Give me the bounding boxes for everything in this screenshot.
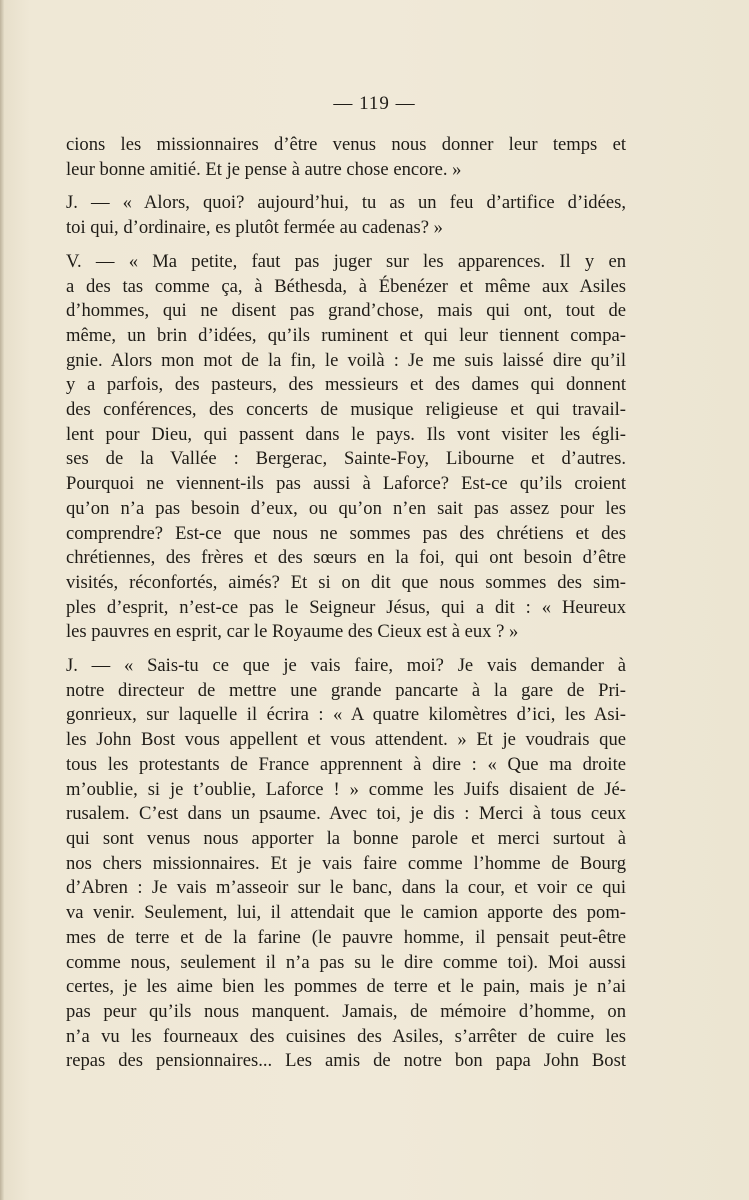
text-line: même, un brin d’idées, qu’ils ruminent et qui leur tiennent compa- bbox=[66, 324, 626, 346]
text-line: d’hommes, qui ne disent pas grand’chose, mais qui ont, tout de bbox=[66, 300, 626, 322]
text-line: rusalem. C’est dans un psaume. Avec toi, je dis : Merci à tous ceux bbox=[66, 803, 626, 825]
text-line: Pourquoi ne viennent-ils pas aussi à Laforce? Est-ce qu’ils croient bbox=[66, 473, 626, 495]
text-line: chrétiennes, des frères et des sœurs en la foi, qui ont besoin d’être bbox=[66, 547, 626, 569]
text-line: a des tas comme ça, à Béthesda, à Ébenézer et même aux Asiles bbox=[66, 275, 626, 297]
text-line: gonrieux, sur laquelle il écrira : « A quatre kilomètres d’ici, les Asi- bbox=[66, 704, 626, 726]
text-line: toi qui, d’ordinaire, es plutôt fermée au cadenas? » bbox=[66, 217, 443, 239]
text-line: les pauvres en esprit, car le Royaume des Cieux est à eux ? » bbox=[66, 621, 519, 643]
text-line: certes, je les aime bien les pommes de terre et le pain, mais je n’ai bbox=[66, 976, 626, 998]
text-line: les John Bost vous appellent et vous attendent. » Et je voudrais que bbox=[66, 729, 626, 751]
paragraph-gap bbox=[66, 645, 626, 654]
text-line: va venir. Seulement, lui, il attendait que le camion apporte des pom- bbox=[66, 902, 626, 924]
text-line: J. — « Sais-tu ce que je vais faire, moi? Je vais demander à bbox=[66, 655, 626, 677]
text-line: leur bonne amitié. Et je pense à autre chose encore. » bbox=[66, 158, 462, 180]
text-line: comme nous, seulement il n’a pas su le dire comme toi). Moi aussi bbox=[66, 951, 626, 973]
text-line: qu’on n’a pas besoin d’eux, ou qu’on n’en sait pas assez pour les bbox=[66, 497, 626, 519]
paragraph-gap bbox=[66, 241, 626, 250]
text-line: gnie. Alors mon mot de la fin, le voilà : Je me suis laissé dire qu’il bbox=[66, 349, 626, 371]
text-line: J. — « Alors, quoi? aujourd’hui, tu as un feu d’artifice d’idées, bbox=[66, 192, 626, 214]
text-line: y a parfois, des pasteurs, des messieurs et des dames qui donnent bbox=[66, 374, 626, 396]
page-number: — 119 — bbox=[333, 93, 416, 114]
text-line: V. — « Ma petite, faut pas juger sur les apparences. Il y en bbox=[66, 250, 626, 272]
body-text bbox=[66, 133, 626, 1074]
text-line: n’a vu les fourneaux des cuisines des Asiles, s’arrêter de cuire les bbox=[66, 1025, 626, 1047]
page-binding-edge bbox=[0, 0, 4, 1200]
text-line: comprendre? Est-ce que nous ne sommes pas des chrétiens et des bbox=[66, 522, 626, 544]
text-line: repas des pensionnaires... Les amis de notre bon papa John Bost bbox=[66, 1050, 626, 1072]
paragraph-gap bbox=[66, 182, 626, 191]
text-line: tous les protestants de France apprennent à dire : « Que ma droite bbox=[66, 753, 626, 775]
text-line: notre directeur de mettre une grande pancarte à la gare de Pri- bbox=[66, 679, 626, 701]
text-line: ses de la Vallée : Bergerac, Sainte-Foy, Libourne et d’autres. bbox=[66, 448, 626, 470]
text-line: d’Abren : Je vais m’asseoir sur le banc, dans la cour, et voir ce qui bbox=[66, 877, 626, 899]
text-line: lent pour Dieu, qui passent dans le pays. Ils vont visiter les égli- bbox=[66, 423, 626, 445]
text-line: ples d’esprit, n’est-ce pas le Seigneur Jésus, qui a dit : « Heureux bbox=[66, 596, 626, 618]
text-line: nos chers missionnaires. Et je vais faire comme l’homme de Bourg bbox=[66, 852, 626, 874]
text-line: m’oublie, si je t’oublie, Laforce ! » comme les Juifs disaient de Jé- bbox=[66, 778, 626, 800]
text-line: des conférences, des concerts de musique religieuse et qui travail- bbox=[66, 399, 626, 421]
text-line: visités, réconfortés, aimés? Et si on dit que nous sommes des sim- bbox=[66, 571, 626, 593]
text-line: mes de terre et de la farine (le pauvre homme, il pensait peut-être bbox=[66, 926, 626, 948]
text-line: cions les missionnaires d’être venus nous donner leur temps et bbox=[66, 134, 626, 155]
text-line: qui sont venus nous apporter la bonne parole et merci surtout à bbox=[66, 827, 626, 849]
text-line: pas peur qu’ils nous manquent. Jamais, de mémoire d’homme, on bbox=[66, 1000, 626, 1022]
